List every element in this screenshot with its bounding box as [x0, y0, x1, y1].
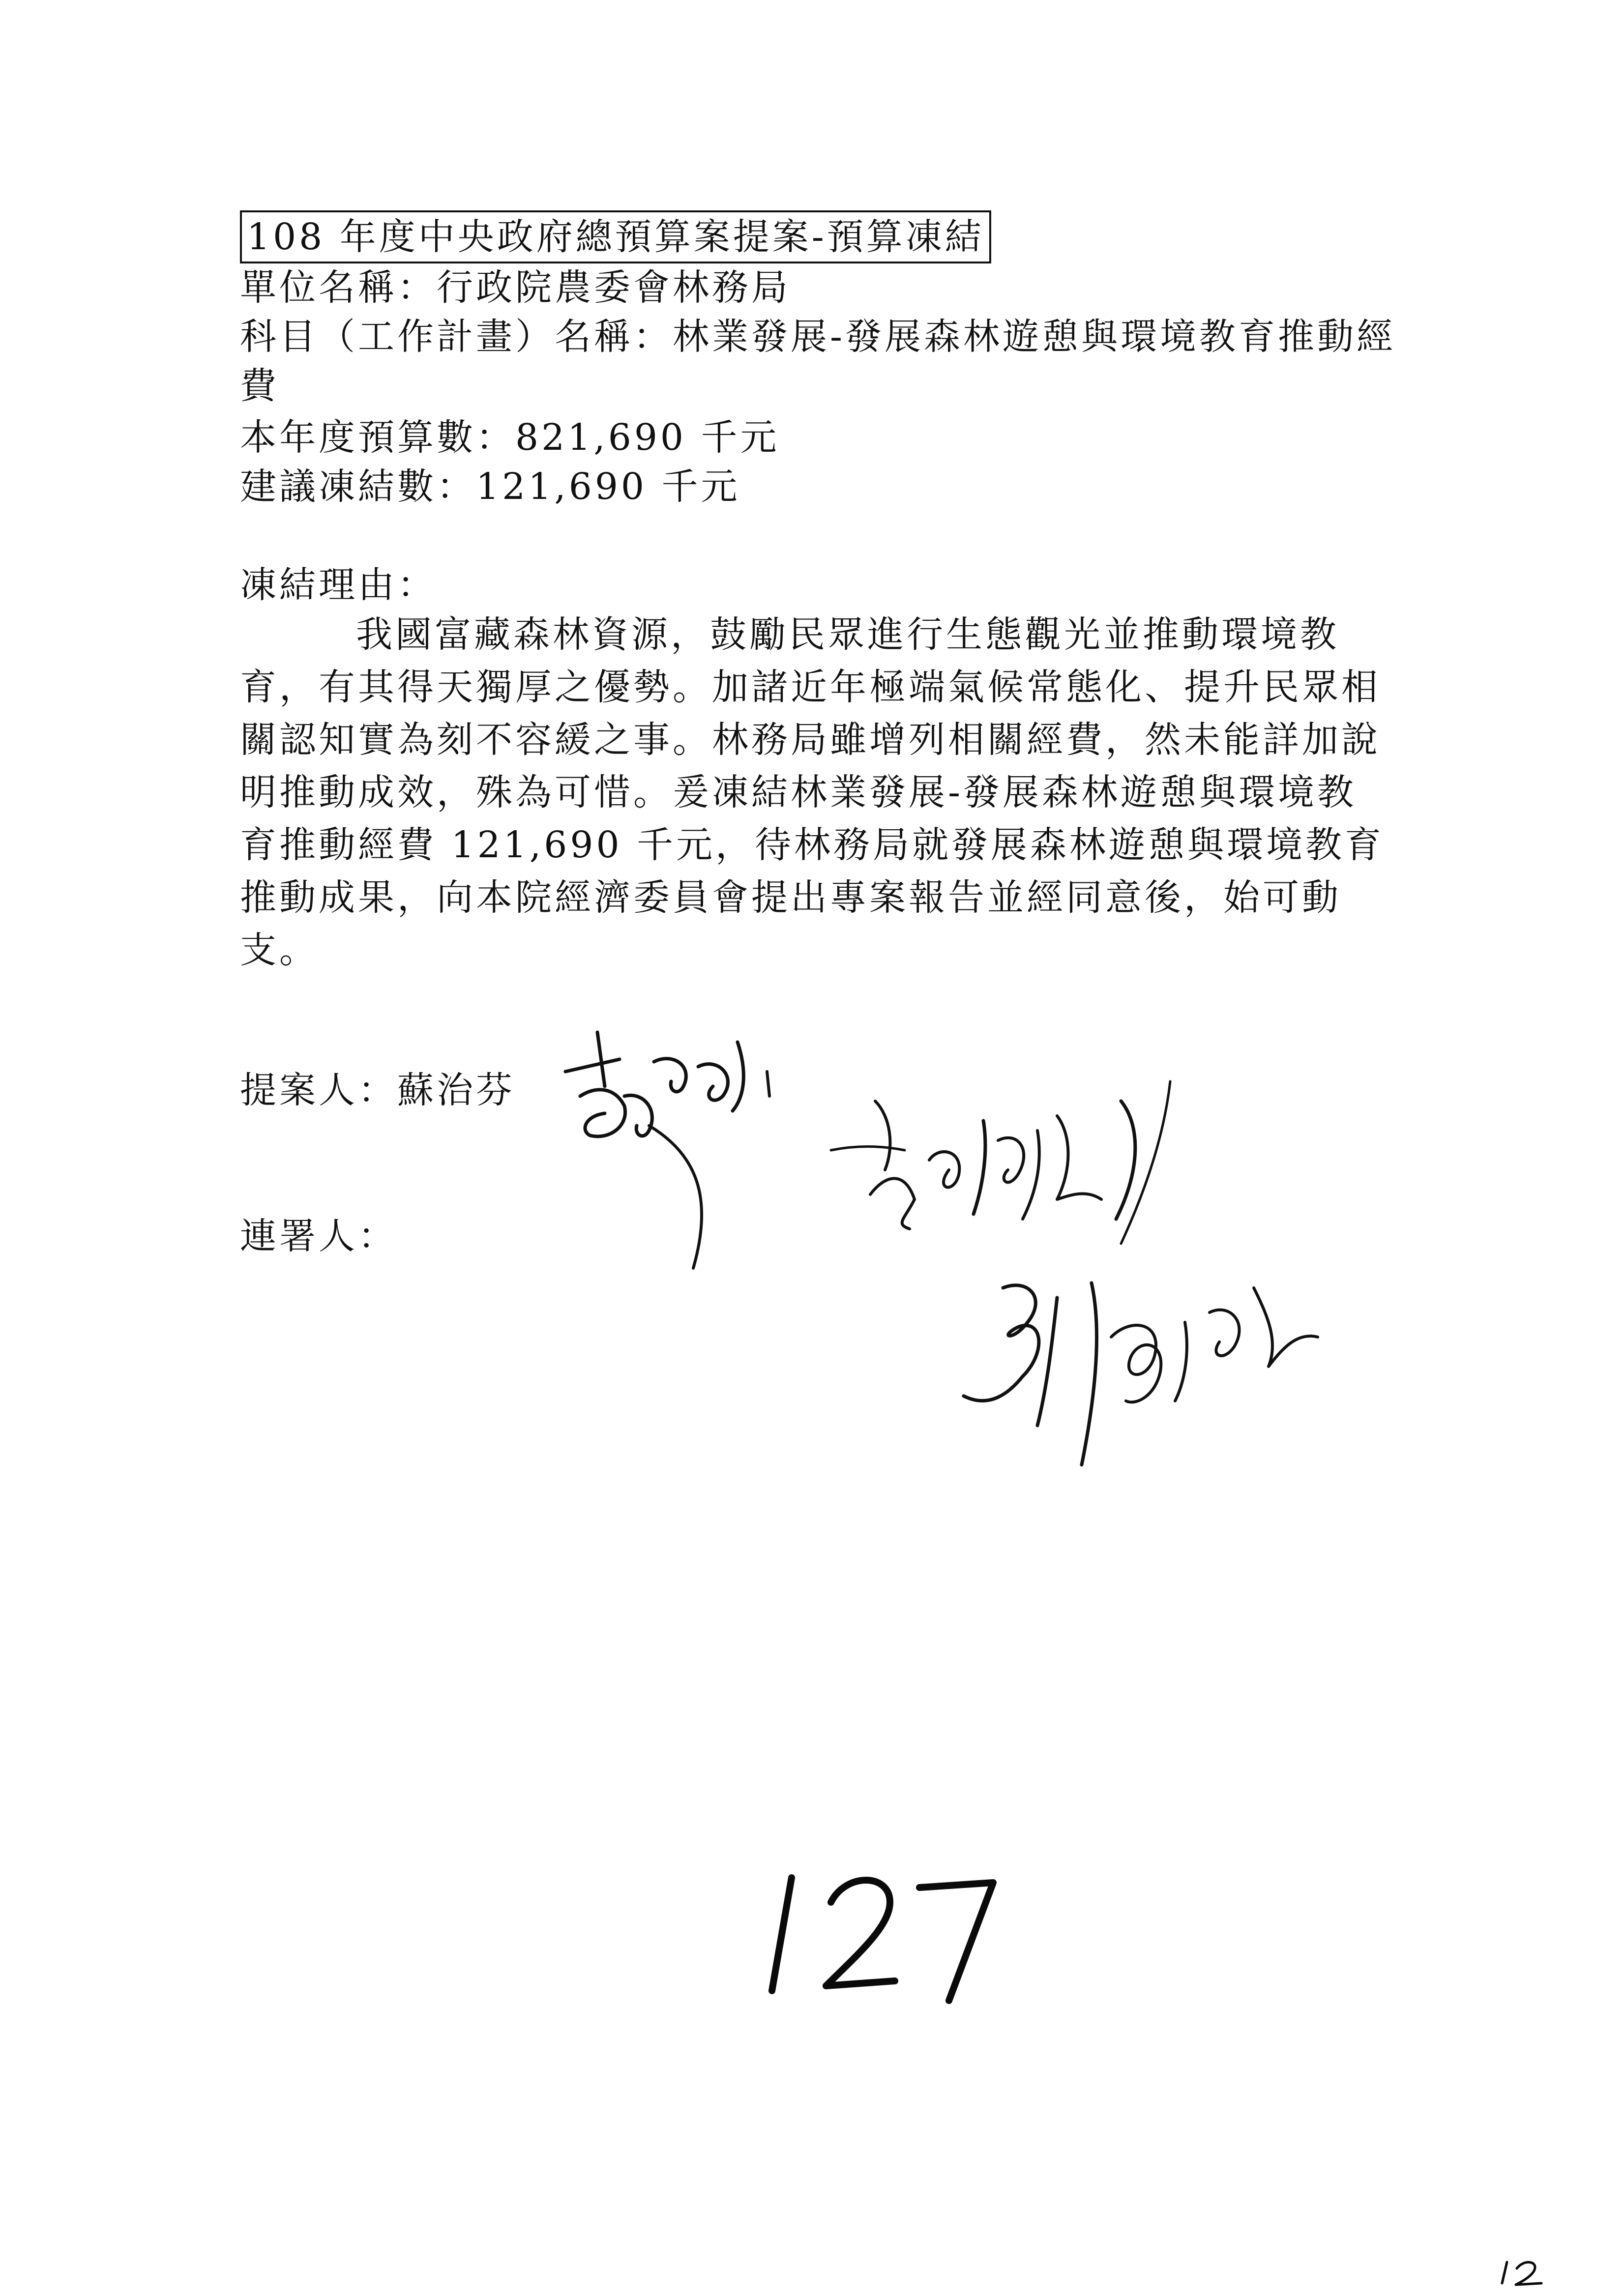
proposer-label: 提案人：蘇治芬 — [240, 1069, 515, 1111]
freeze-amount-field: 建議凍結數：121,690 千元 — [240, 465, 740, 508]
freeze-reason-text: 我國富藏森林資源，鼓勵民眾進行生態觀光並推動環境教育，有其得天獨厚之優勢。加諸近年極端氣候常態化、提升民眾相關認知實為刻不容緩之事。林務局雖增列相關經費，然未能詳加說明推動成效，殊為可惜。爰凍結林業發展-發展森林遊憩與環境教育推動經費 121,690 千元，待林務局就發展森林遊憩與環境教育推動成果，向本院經濟委員會提出專案報告並經同意後，始可動支。 — [240, 613, 1385, 971]
subject-name-field: 科目（工作計畫）名稱：林業發展-發展森林遊憩與環境教育推動經 — [240, 316, 1396, 358]
cosigner-label: 連署人： — [240, 1215, 397, 1257]
unit-name-field: 單位名稱：行政院農委會林務局 — [240, 266, 791, 309]
cosigner-signature-2 — [954, 1258, 1337, 1475]
proposer-signature — [551, 1013, 806, 1288]
budget-amount-field: 本年度預算數：821,690 千元 — [240, 416, 780, 459]
freeze-reason-label: 凍結理由： — [240, 564, 437, 606]
subject-name-field-continued: 費 — [240, 365, 279, 407]
handwritten-page-number — [757, 1858, 1013, 2005]
cosigner-signature-1 — [826, 1072, 1278, 1249]
document-title: 108 年度中央政府總預算案提案-預算凍結 — [240, 210, 991, 263]
corner-number — [1497, 2256, 1546, 2291]
